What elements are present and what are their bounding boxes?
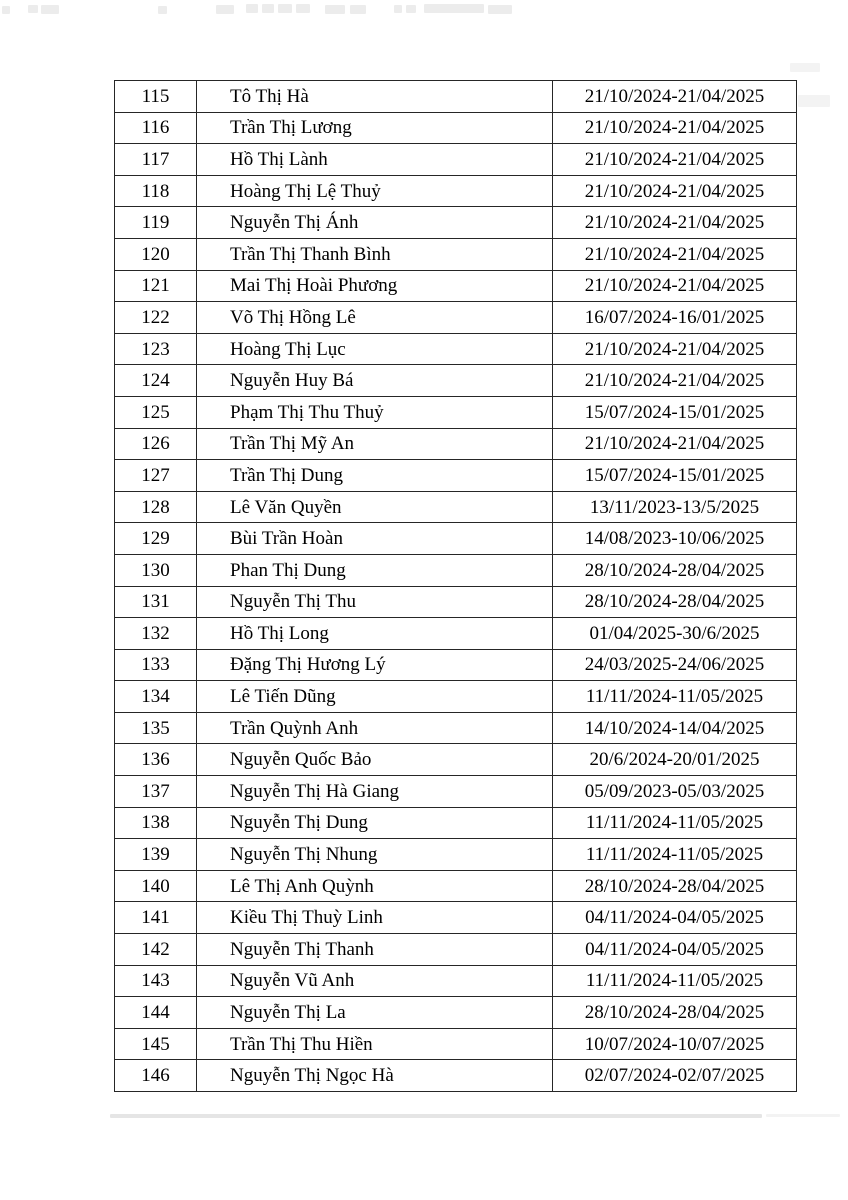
period-cell: 11/11/2024-11/05/2025 bbox=[553, 965, 797, 997]
name-cell: Hồ Thị Long bbox=[197, 618, 553, 650]
scan-artifact bbox=[406, 5, 416, 13]
period-cell: 05/09/2023-05/03/2025 bbox=[553, 776, 797, 808]
name-cell: Phạm Thị Thu Thuỷ bbox=[197, 396, 553, 428]
row-number-cell: 117 bbox=[115, 144, 197, 176]
table-row bbox=[115, 365, 797, 397]
period-cell: 15/07/2024-15/01/2025 bbox=[553, 460, 797, 492]
name-cell: Kiều Thị Thuỳ Linh bbox=[197, 902, 553, 934]
scan-artifact-bottom-row bbox=[110, 1114, 762, 1118]
name-cell: Lê Tiến Dũng bbox=[197, 681, 553, 713]
row-number-cell: 134 bbox=[115, 681, 197, 713]
table-row bbox=[115, 396, 797, 428]
table-row bbox=[115, 934, 797, 966]
row-number-cell: 121 bbox=[115, 270, 197, 302]
name-cell: Võ Thị Hồng Lê bbox=[197, 302, 553, 334]
row-number-cell: 115 bbox=[115, 81, 197, 113]
row-number-cell: 118 bbox=[115, 175, 197, 207]
name-cell: Trần Thị Dung bbox=[197, 460, 553, 492]
table-row bbox=[115, 333, 797, 365]
period-cell: 21/10/2024-21/04/2025 bbox=[553, 238, 797, 270]
period-cell: 21/10/2024-21/04/2025 bbox=[553, 428, 797, 460]
row-number-cell: 141 bbox=[115, 902, 197, 934]
row-number-cell: 135 bbox=[115, 712, 197, 744]
row-number-cell: 138 bbox=[115, 807, 197, 839]
name-cell: Bùi Trần Hoàn bbox=[197, 523, 553, 555]
row-number-cell: 124 bbox=[115, 365, 197, 397]
name-cell: Nguyễn Vũ Anh bbox=[197, 965, 553, 997]
table-row bbox=[115, 1060, 797, 1092]
name-cell: Hồ Thị Lành bbox=[197, 144, 553, 176]
table-row bbox=[115, 523, 797, 555]
scan-artifact bbox=[325, 5, 345, 14]
period-cell: 20/6/2024-20/01/2025 bbox=[553, 744, 797, 776]
row-number-cell: 132 bbox=[115, 618, 197, 650]
period-cell: 28/10/2024-28/04/2025 bbox=[553, 997, 797, 1029]
period-cell: 11/11/2024-11/05/2025 bbox=[553, 807, 797, 839]
table-row bbox=[115, 270, 797, 302]
period-cell: 11/11/2024-11/05/2025 bbox=[553, 839, 797, 871]
scan-artifact bbox=[262, 4, 274, 13]
scan-artifact bbox=[41, 5, 59, 14]
period-cell: 11/11/2024-11/05/2025 bbox=[553, 681, 797, 713]
name-cell: Nguyễn Quốc Bảo bbox=[197, 744, 553, 776]
table-row bbox=[115, 839, 797, 871]
row-number-cell: 120 bbox=[115, 238, 197, 270]
scan-artifact bbox=[798, 95, 830, 107]
name-cell: Nguyễn Thị Nhung bbox=[197, 839, 553, 871]
scan-artifact bbox=[790, 63, 820, 72]
table-row bbox=[115, 586, 797, 618]
table-row bbox=[115, 207, 797, 239]
row-number-cell: 131 bbox=[115, 586, 197, 618]
row-number-cell: 139 bbox=[115, 839, 197, 871]
row-number-cell: 123 bbox=[115, 333, 197, 365]
name-cell: Lê Văn Quyền bbox=[197, 491, 553, 523]
table-row bbox=[115, 144, 797, 176]
period-cell: 28/10/2024-28/04/2025 bbox=[553, 870, 797, 902]
row-number-cell: 125 bbox=[115, 396, 197, 428]
table-row bbox=[115, 997, 797, 1029]
name-cell: Mai Thị Hoài Phương bbox=[197, 270, 553, 302]
table-row bbox=[115, 112, 797, 144]
name-cell: Nguyễn Thị Hà Giang bbox=[197, 776, 553, 808]
table-row bbox=[115, 175, 797, 207]
scan-artifact bbox=[488, 5, 512, 14]
period-cell: 21/10/2024-21/04/2025 bbox=[553, 207, 797, 239]
row-number-cell: 137 bbox=[115, 776, 197, 808]
name-cell: Nguyễn Thị Thu bbox=[197, 586, 553, 618]
period-cell: 21/10/2024-21/04/2025 bbox=[553, 270, 797, 302]
period-cell: 16/07/2024-16/01/2025 bbox=[553, 302, 797, 334]
name-cell: Trần Thị Thanh Bình bbox=[197, 238, 553, 270]
period-cell: 14/10/2024-14/04/2025 bbox=[553, 712, 797, 744]
name-cell: Nguyễn Thị La bbox=[197, 997, 553, 1029]
table-row bbox=[115, 681, 797, 713]
row-number-cell: 122 bbox=[115, 302, 197, 334]
scan-artifact bbox=[2, 6, 10, 14]
period-cell: 10/07/2024-10/07/2025 bbox=[553, 1028, 797, 1060]
period-cell: 21/10/2024-21/04/2025 bbox=[553, 175, 797, 207]
name-cell: Lê Thị Anh Quỳnh bbox=[197, 870, 553, 902]
row-number-cell: 133 bbox=[115, 649, 197, 681]
period-cell: 04/11/2024-04/05/2025 bbox=[553, 934, 797, 966]
row-number-cell: 144 bbox=[115, 997, 197, 1029]
scan-artifact bbox=[278, 4, 292, 13]
name-cell: Phan Thị Dung bbox=[197, 554, 553, 586]
scan-artifact bbox=[296, 4, 310, 13]
scan-artifact bbox=[424, 4, 484, 13]
period-cell: 21/10/2024-21/04/2025 bbox=[553, 112, 797, 144]
table-row bbox=[115, 649, 797, 681]
roster-table-body bbox=[115, 81, 797, 1092]
table-row bbox=[115, 491, 797, 523]
name-cell: Trần Quỳnh Anh bbox=[197, 712, 553, 744]
row-number-cell: 129 bbox=[115, 523, 197, 555]
name-cell: Trần Thị Lương bbox=[197, 112, 553, 144]
table-row bbox=[115, 965, 797, 997]
scan-artifact bbox=[158, 6, 167, 14]
table-row bbox=[115, 460, 797, 492]
row-number-cell: 130 bbox=[115, 554, 197, 586]
name-cell: Tô Thị Hà bbox=[197, 81, 553, 113]
row-number-cell: 136 bbox=[115, 744, 197, 776]
name-cell: Trần Thị Thu Hiền bbox=[197, 1028, 553, 1060]
name-cell: Nguyễn Thị Thanh bbox=[197, 934, 553, 966]
period-cell: 21/10/2024-21/04/2025 bbox=[553, 333, 797, 365]
table-row bbox=[115, 238, 797, 270]
period-cell: 13/11/2023-13/5/2025 bbox=[553, 491, 797, 523]
period-cell: 02/07/2024-02/07/2025 bbox=[553, 1060, 797, 1092]
table-row bbox=[115, 81, 797, 113]
table-row bbox=[115, 870, 797, 902]
period-cell: 28/10/2024-28/04/2025 bbox=[553, 586, 797, 618]
row-number-cell: 145 bbox=[115, 1028, 197, 1060]
name-cell: Nguyễn Thị Ánh bbox=[197, 207, 553, 239]
period-cell: 01/04/2025-30/6/2025 bbox=[553, 618, 797, 650]
row-number-cell: 126 bbox=[115, 428, 197, 460]
row-number-cell: 127 bbox=[115, 460, 197, 492]
period-cell: 21/10/2024-21/04/2025 bbox=[553, 365, 797, 397]
period-cell: 14/08/2023-10/06/2025 bbox=[553, 523, 797, 555]
roster-table bbox=[114, 80, 797, 1092]
scan-artifact bbox=[350, 5, 366, 14]
period-cell: 15/07/2024-15/01/2025 bbox=[553, 396, 797, 428]
row-number-cell: 140 bbox=[115, 870, 197, 902]
row-number-cell: 116 bbox=[115, 112, 197, 144]
period-cell: 21/10/2024-21/04/2025 bbox=[553, 81, 797, 113]
scan-artifact bbox=[766, 1114, 840, 1117]
table-row bbox=[115, 554, 797, 586]
name-cell: Nguyễn Huy Bá bbox=[197, 365, 553, 397]
period-cell: 24/03/2025-24/06/2025 bbox=[553, 649, 797, 681]
name-cell: Nguyễn Thị Ngọc Hà bbox=[197, 1060, 553, 1092]
table-row bbox=[115, 776, 797, 808]
table-row bbox=[115, 902, 797, 934]
scan-artifact bbox=[246, 4, 258, 13]
name-cell: Nguyễn Thị Dung bbox=[197, 807, 553, 839]
name-cell: Hoàng Thị Lệ Thuỷ bbox=[197, 175, 553, 207]
table-row bbox=[115, 807, 797, 839]
table-row bbox=[115, 1028, 797, 1060]
row-number-cell: 142 bbox=[115, 934, 197, 966]
table-row bbox=[115, 618, 797, 650]
row-number-cell: 119 bbox=[115, 207, 197, 239]
row-number-cell: 143 bbox=[115, 965, 197, 997]
name-cell: Đặng Thị Hương Lý bbox=[197, 649, 553, 681]
row-number-cell: 128 bbox=[115, 491, 197, 523]
period-cell: 28/10/2024-28/04/2025 bbox=[553, 554, 797, 586]
scan-artifact bbox=[28, 5, 38, 13]
period-cell: 04/11/2024-04/05/2025 bbox=[553, 902, 797, 934]
table-row bbox=[115, 302, 797, 334]
table-row bbox=[115, 712, 797, 744]
name-cell: Hoàng Thị Lục bbox=[197, 333, 553, 365]
table-row bbox=[115, 744, 797, 776]
scan-artifact bbox=[394, 5, 402, 13]
name-cell: Trần Thị Mỹ An bbox=[197, 428, 553, 460]
row-number-cell: 146 bbox=[115, 1060, 197, 1092]
scan-artifact bbox=[216, 5, 234, 14]
table-row bbox=[115, 428, 797, 460]
period-cell: 21/10/2024-21/04/2025 bbox=[553, 144, 797, 176]
